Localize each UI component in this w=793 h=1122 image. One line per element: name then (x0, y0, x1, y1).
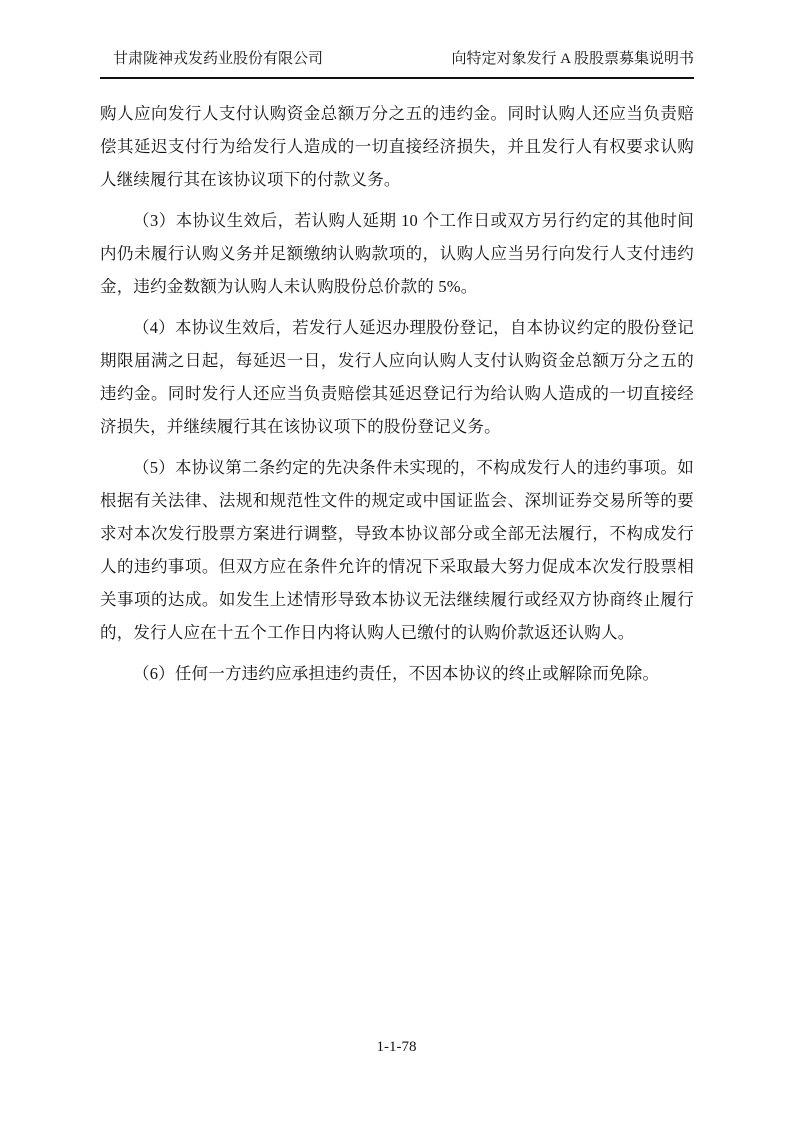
paragraph-3: （4）本协议生效后，若发行人延迟办理股份登记，自本协议约定的股份登记期限届满之日起，每延迟一日，发行人应向认购人支付认购资金总额万分之五的违约金。同时发行人还应当负责赔偿其延迟登记行为给认购人造成的一切直接经济损失，并继续履行其在该协议项下的股份登记义务。 (100, 318, 694, 436)
page-number: 1-1-78 (376, 1039, 417, 1055)
page-footer (0, 1037, 793, 1057)
paragraph-1: 购人应向发行人支付认购资金总额万分之五的违约金。同时认购人还应当负责赔偿其延迟支付行为给发行人造成的一切直接经济损失，并且发行人有权要求认购人继续履行其在该协议项下的付款义务。 (100, 104, 694, 189)
header-doc-title: 向特定对象发行 A 股股票募集说明书 (451, 51, 694, 67)
paragraph-2: （3）本协议生效后，若认购人延期 10 个工作日或双方另行约定的其他时间内仍未履行认购义务并足额缴纳认购款项的，认购人应当另行向发行人支付违约金，违约金数额为认购人未认购股份总价款的 5%。 (100, 211, 694, 296)
document-body (100, 97, 694, 698)
page-header (100, 48, 694, 79)
header-company-name: 甘肃陇神戎发药业股份有限公司 (113, 51, 324, 67)
paragraph-5: （6）任何一方违约应承担违约责任，不因本协议的终止或解除而免除。 (133, 664, 660, 683)
paragraph-4: （5）本协议第二条约定的先决条件未实现的，不构成发行人的违约事项。如根据有关法律、法规和规范性文件的规定或中国证监会、深圳证券交易所等的要求对本次发行股票方案进行调整，导致本协议部分或全部无法履行，不构成发行人的违约事项。但双方应在条件允许的情况下采取最大努力促成本次发行股票相关事项的达成。如发生上述情形导致本协议无法继续履行或经双方协商终止履行的，发行人应在十五个工作日内将认购人已缴付的认购价款返还认购人。 (100, 458, 694, 642)
